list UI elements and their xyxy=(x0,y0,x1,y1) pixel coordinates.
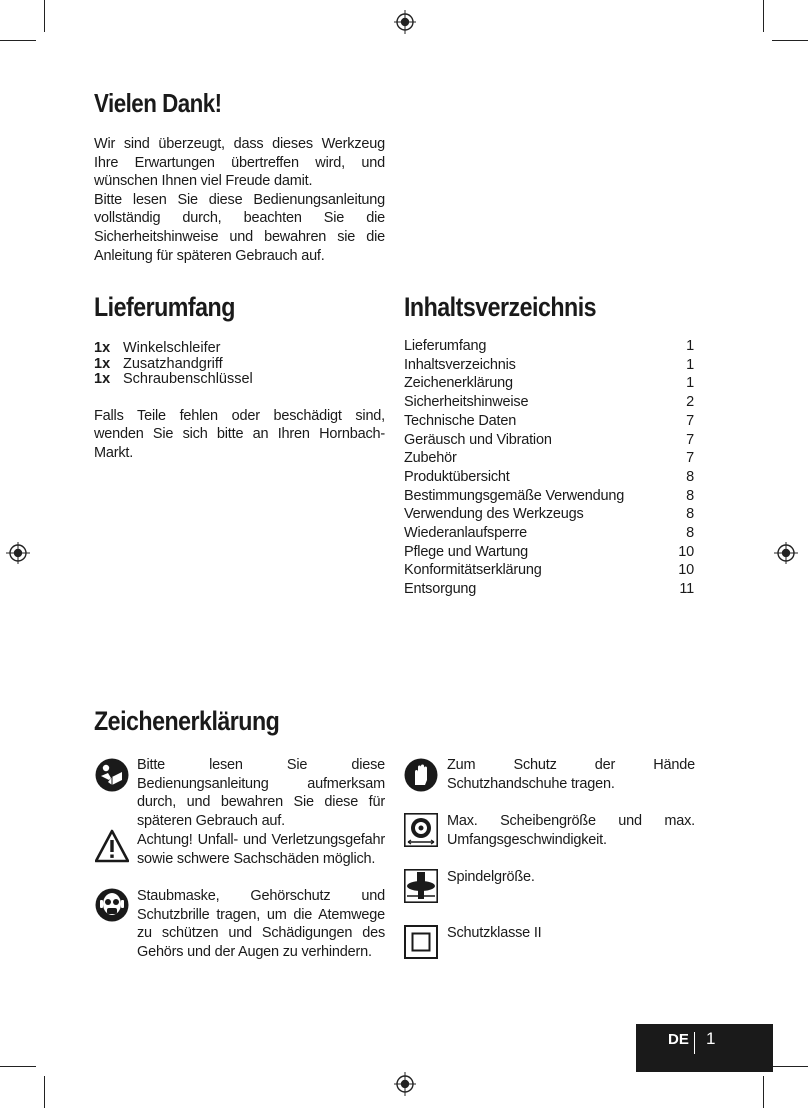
toc-entry-label: Inhaltsverzeichnis xyxy=(404,356,516,373)
toc-entry[interactable] xyxy=(404,468,694,487)
toc-entry-label: Pflege und Wartung xyxy=(404,543,529,560)
symbol-description: Staubmaske, Gehörschutz und Schutzbrille tragen, um die Atemwege zu schützen und Schädigungen des Gehörs und der Augen zu verhindern. xyxy=(137,888,385,960)
toc-entry[interactable] xyxy=(404,337,694,356)
thanks-title: Vielen Dank! xyxy=(94,88,222,118)
toc-entry-label: Technische Daten xyxy=(404,412,517,429)
toc-entry-page: 2 xyxy=(686,394,694,411)
gloves-icon xyxy=(404,758,438,792)
toc-entry[interactable] xyxy=(404,374,694,393)
scope-item-label: Schraubenschlüssel xyxy=(123,371,253,387)
page-badge xyxy=(636,1024,773,1072)
badge-divider xyxy=(694,1032,695,1054)
symbol-description: Spindelgröße. xyxy=(447,869,535,885)
toc-entry-label: Sicherheitshinweise xyxy=(404,394,529,411)
toc-entry[interactable] xyxy=(404,487,694,506)
thanks-paragraph: Bitte lesen Sie diese Bedienungsanleitung vollständig durch, beachten Sie die Sicherheitshinweise und bewahren sie die Anleitung für späteren Gebrauch auf. xyxy=(94,191,385,264)
toc-entry-label: Lieferumfang xyxy=(404,338,487,354)
scope-item-qty: 1x xyxy=(94,371,111,387)
symbol-description: Achtung! Unfall- und Verletzungsgefahr sowie schwere Sachschäden möglich. xyxy=(137,832,385,867)
toc-entry-page: 8 xyxy=(686,487,694,504)
toc-entry-page: 8 xyxy=(686,468,694,485)
toc-entry[interactable] xyxy=(404,393,694,412)
registration-mark-icon xyxy=(774,542,798,564)
language-label: DE xyxy=(668,1031,689,1048)
toc-entry-page: 1 xyxy=(686,375,694,392)
registration-mark-icon xyxy=(394,10,416,34)
thanks-text xyxy=(94,135,385,265)
toc-entry-label: Zeichenerklärung xyxy=(404,375,513,392)
scope-note: Falls Teile fehlen oder beschädigt sind, wenden Sie sich bitte an Ihren Hornbach-Markt. xyxy=(94,407,385,461)
warning-triangle-icon xyxy=(95,829,129,863)
scope-list xyxy=(94,341,385,388)
toc-entry-page: 11 xyxy=(679,581,694,598)
scope-item xyxy=(94,372,385,388)
toc-section xyxy=(404,292,694,599)
symbol-description: Zum Schutz der Hände Schutzhandschuhe tragen. xyxy=(447,757,695,792)
toc-entry-label: Konformitätserklärung xyxy=(404,562,542,579)
scope-item-label: Zusatzhandgriff xyxy=(123,355,223,372)
toc-entry-page: 10 xyxy=(678,562,694,579)
toc-entry-page: 1 xyxy=(686,338,694,354)
toc-entry-page: 1 xyxy=(686,356,694,373)
toc-entry-label: Zubehör xyxy=(404,450,457,467)
symbol-description: Bitte lesen Sie diese Bedienungsanleitung aufmerksam durch, und bewahren Sie diese für späteren Gebrauch auf. xyxy=(137,757,385,829)
thanks-section xyxy=(94,88,385,265)
toc-entry[interactable] xyxy=(404,356,694,375)
toc-title: Inhaltsverzeichnis xyxy=(404,292,597,322)
toc-entry-page: 7 xyxy=(686,412,694,429)
protection-class-ii-icon xyxy=(404,925,438,959)
disc-size-icon xyxy=(404,813,438,847)
symbols-title: Zeichenerklärung xyxy=(94,706,280,736)
toc-entry[interactable] xyxy=(404,431,694,450)
registration-mark-icon xyxy=(394,1072,416,1096)
toc-entry[interactable] xyxy=(404,412,694,431)
page-number: 1 xyxy=(706,1029,716,1048)
toc-entry-page: 8 xyxy=(686,525,694,542)
toc-entry-label: Verwendung des Werkzeugs xyxy=(404,506,584,523)
toc-entry[interactable] xyxy=(404,543,694,562)
protective-equipment-icon xyxy=(95,888,129,922)
toc-entry[interactable] xyxy=(404,505,694,524)
registration-mark-icon xyxy=(6,542,30,564)
scope-item xyxy=(94,341,385,357)
scope-item-qty: 1x xyxy=(94,355,111,372)
scope-item xyxy=(94,357,385,373)
toc-entry-page: 7 xyxy=(686,431,694,448)
spindle-icon xyxy=(404,869,438,903)
scope-section xyxy=(94,292,385,462)
toc-entry[interactable] xyxy=(404,524,694,543)
scope-item-qty: 1x xyxy=(94,340,111,356)
thanks-paragraph: Wir sind überzeugt, dass dieses Werkzeug Ihre Erwartungen übertreffen wird, und wünschen Ihnen viel Freude damit. xyxy=(94,136,385,190)
toc-entry-page: 10 xyxy=(678,543,694,560)
toc-entry[interactable] xyxy=(404,580,694,599)
scope-title: Lieferumfang xyxy=(94,292,235,322)
read-manual-icon xyxy=(95,758,129,792)
toc-entry-page: 8 xyxy=(686,506,694,523)
toc-entry-page: 7 xyxy=(686,450,694,467)
symbol-description: Max. Scheibengröße und max. Umfangsgeschwindigkeit. xyxy=(447,813,695,848)
toc-entry[interactable] xyxy=(404,449,694,468)
toc-entry-label: Entsorgung xyxy=(404,581,477,598)
toc-entry-label: Produktübersicht xyxy=(404,468,510,485)
toc-entry-label: Wiederanlaufsperre xyxy=(404,525,527,542)
scope-item-label: Winkelschleifer xyxy=(123,340,221,356)
toc-entry[interactable] xyxy=(404,561,694,580)
toc-entry-label: Geräusch und Vibration xyxy=(404,431,552,448)
toc-entry-label: Bestimmungsgemäße Verwendung xyxy=(404,487,625,504)
toc-list xyxy=(404,337,694,599)
symbol-description: Schutzklasse II xyxy=(447,925,542,941)
